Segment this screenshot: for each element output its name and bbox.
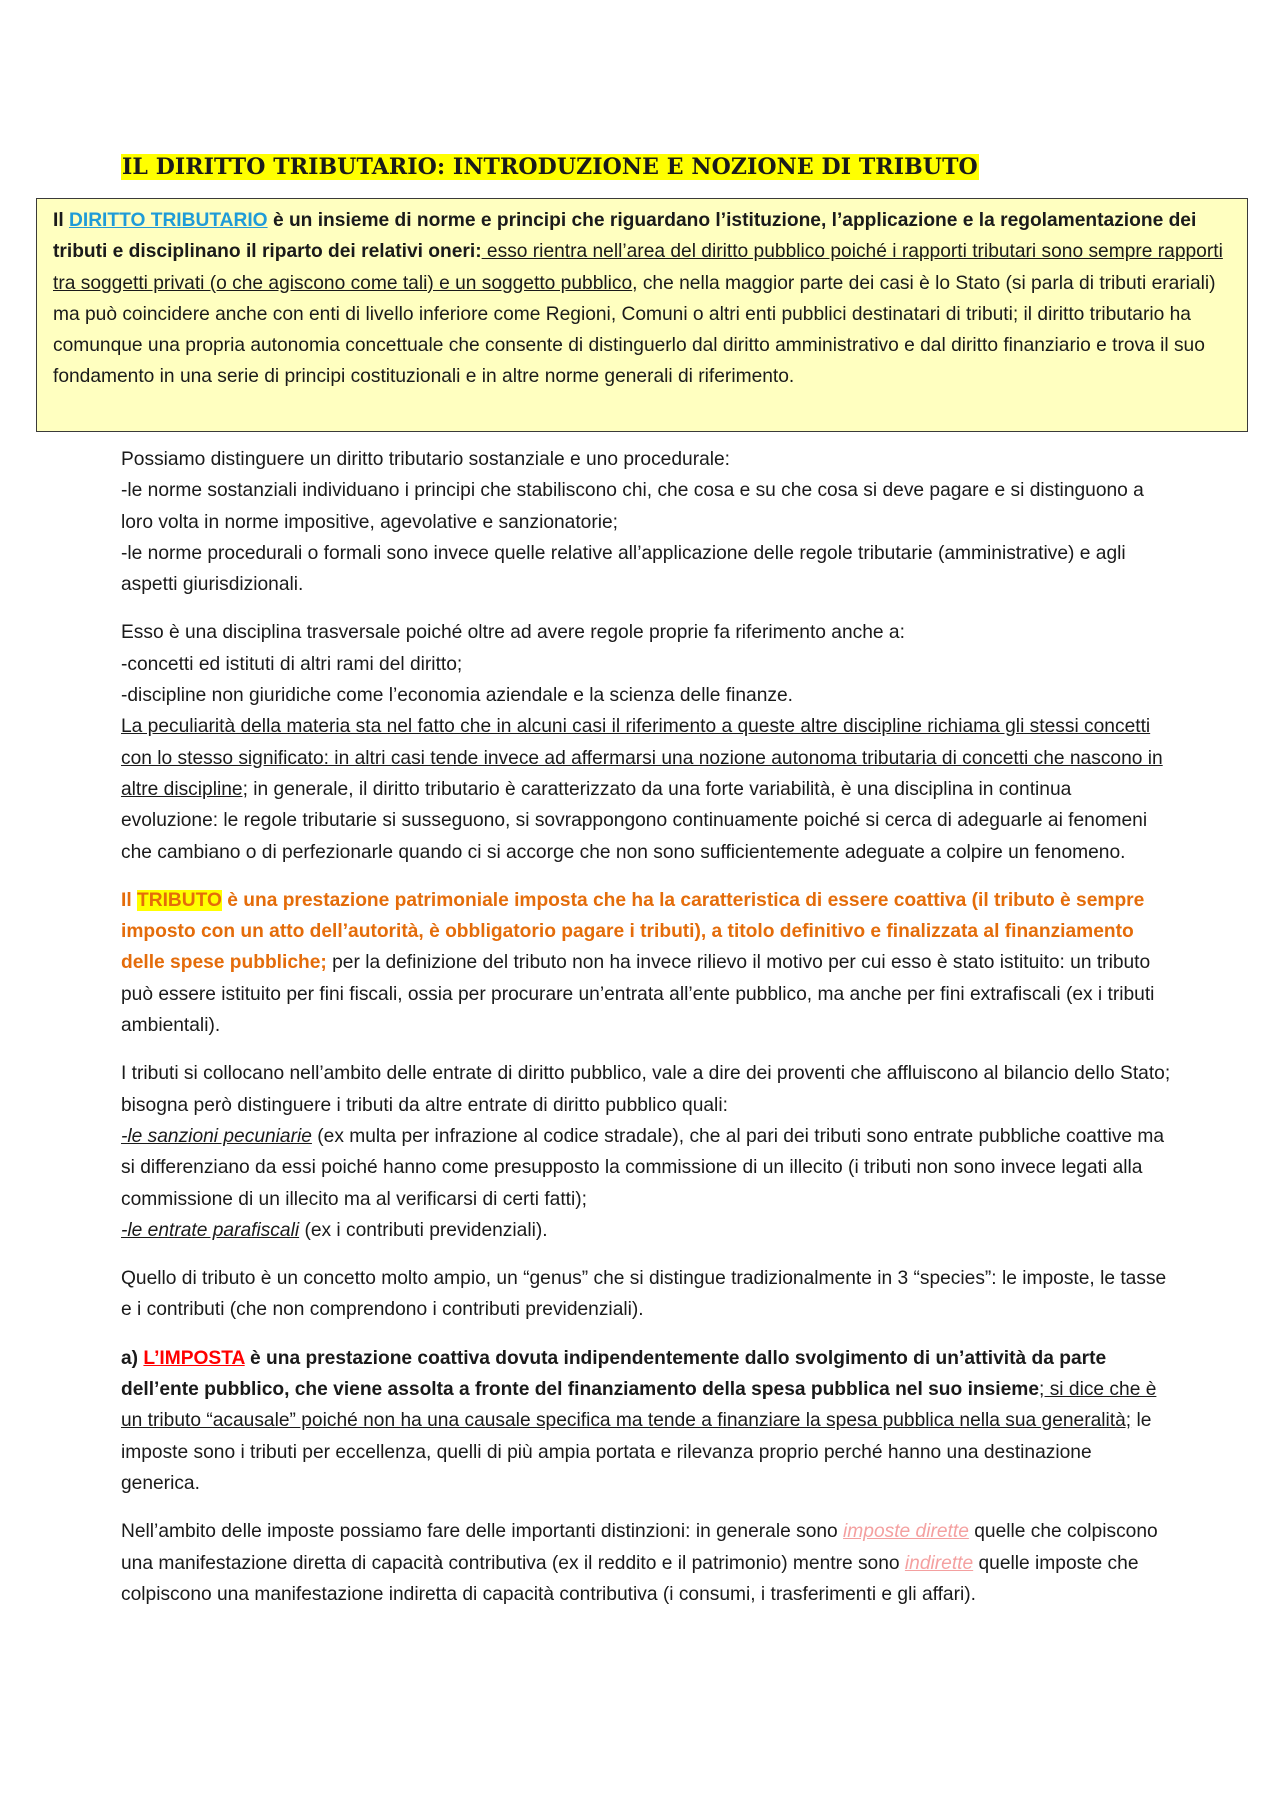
entrate-parafiscali-label: -le entrate parafiscali [121, 1219, 300, 1241]
definition-underlined-text: esso rientra nell’area del diritto pubblico poiché i rapporti tributari sono sempre rapporti tra soggetti privati (o che agiscono come tali) e un soggetto pubblico [53, 241, 1223, 294]
underlined-text: La peculiarità della materia sta nel fatto che in alcuni casi il riferimento a queste altre discipline richiama gli stessi concetti con lo stesso significato: in altri casi tende invece ad affermarsi una nozione autonoma tributaria di concetti che nascono in altre discipline; [121, 716, 1163, 800]
sanzioni-pecuniarie-label: -le sanzioni pecuniarie [121, 1125, 312, 1147]
paragraph-tributo [121, 885, 1173, 1041]
tributo-term: TRIBUTO [137, 889, 222, 911]
paragraph-line: -le norme sostanziali individuano i principi che stabiliscono chi, che cosa e su che cosa si deve pagare e si distinguono a loro volta in norme impositive, agevolative e sanzionatorie; [121, 480, 1144, 533]
imposte-dirette-term: imposte dirette [843, 1521, 969, 1543]
paragraph-imposta [121, 1343, 1173, 1499]
definition-prefix: Il [53, 210, 69, 231]
paragraph-line: -le norme procedurali o formali sono invece quelle relative all’applicazione delle regole tributarie (amministrative) e agli aspetti giurisdizionali. [121, 542, 1126, 596]
paragraph-line: Possiamo distinguere un diritto tributario sostanziale e uno procedurale: [121, 449, 731, 470]
paragraph-text: per la definizione del tributo non ha invece rilievo il motivo per cui esso è stato istituito: un tributo può essere istituito per fini fiscali, ossia per procurare un’entrata all’ente pubblico, ma anche per fini extrafiscali (ex i tributi ambientali). [121, 952, 1155, 1037]
diritto-tributario-term: DIRITTO TRIBUTARIO [69, 210, 268, 231]
paragraph-line: -concetti ed istituti di altri rami del diritto; [121, 653, 463, 675]
imposta-term: L’IMPOSTA [143, 1347, 245, 1369]
paragraph-text: in generale, il diritto tributario è caratterizzato da una forte variabilità, è una disciplina in continua evoluzione: le regole tributarie si susseguono, si sovrappongono continuamente poiché si cerca di adeguarle ai fenomeni che cambiano o di perfezionarle quando ci si accorge che non sono sufficientemente adeguate a colpire un fenomeno. [121, 778, 1148, 863]
indirette-term: indirette [904, 1552, 974, 1574]
page-title-text: IL DIRITTO TRIBUTARIO: INTRODUZIONE E NOZIONE DI TRIBUTO [122, 154, 978, 180]
paragraph-entrate [121, 1058, 1173, 1246]
paragraph-text: quelle imposte che colpiscono una manifestazione indiretta di capacità contributiva (i consumi, i trasferimenti e gli affari). [121, 1552, 1139, 1605]
paragraph-text: (ex multa per infrazione al codice stradale), che al pari dei tributi sono entrate pubbliche coattive ma si differenziano da essi poiché hanno come presupposto la commissione di un illecito (i tributi non sono invece legati alla commissione di un illecito ma al verificarsi di certi fatti); [121, 1125, 1165, 1210]
paragraph-line: -discipline non giuridiche come l’economia aziendale e la scienza delle finanze. [121, 685, 793, 707]
paragraph-text: I tributi si collocano nell’ambito delle entrate di diritto pubblico, vale a dire dei proventi che affluiscono al bilancio dello Stato; bisogna però distinguere i tributi da altre entrate di diritto pubblico quali: [121, 1063, 1171, 1116]
tributo-prefix: Il [121, 889, 137, 911]
paragraph-genus: Quello di tributo è un concetto molto ampio, un “genus” che si distingue tradizionalmente in 3 “species”: le imposte, le tasse e i contributi (che non comprendono i contributi previdenziali). [121, 1268, 1167, 1321]
definition-bold-text: è un insieme di norme e principi che riguardano l’istituzione, l’applicazione e la regolamentazione dei tributi e disciplinano il riparto dei relativi oneri: [53, 210, 1197, 263]
paragraph-disciplina-trasversale [121, 617, 1173, 867]
underlined-text: ; si dice che è un tributo “acausale” poiché non ha una causale specifica ma tende a finanziare la spesa pubblica nella sua generalità; [121, 1379, 1157, 1432]
paragraph-text: le imposte sono i tributi per eccellenza, quelli di più ampia portata e rilevanza proprio perché hanno una destinazione generica. [121, 1410, 1152, 1494]
definition-box [36, 198, 1248, 432]
page-title [121, 152, 979, 182]
document-body [121, 444, 1173, 1627]
imposta-prefix: a) [121, 1347, 144, 1369]
paragraph-text: Nell’ambito delle imposte possiamo fare delle importanti distinzioni: in generale sono [121, 1521, 844, 1543]
tributo-definition: è una prestazione patrimoniale imposta che ha la caratteristica di essere coattiva (il tributo è sempre imposto con un atto dell’autorità, è obbligatorio pagare i tributi), a titolo definitivo e finalizzata al finanziamento delle spese pubbliche; [121, 889, 1145, 974]
paragraph-distinzioni [121, 1516, 1173, 1610]
paragraph-sostanziale-procedurale [121, 444, 1173, 600]
imposta-definition: è una prestazione coattiva dovuta indipendentemente dallo svolgimento di un’attività da parte dell’ente pubblico, che viene assolta a fronte del finanziamento della spesa pubblica nel suo insieme [121, 1347, 1107, 1401]
paragraph-line: Esso è una disciplina trasversale poiché oltre ad avere regole proprie fa riferimento anche a: [121, 622, 905, 644]
paragraph-text: (ex i contributi previdenziali). [299, 1219, 548, 1241]
paragraph-text: quelle che colpiscono una manifestazione diretta di capacità contributiva (ex il reddito e il patrimonio) mentre sono [121, 1521, 1158, 1574]
definition-rest-text: , che nella maggior parte dei casi è lo Stato (si parla di tributi erariali) ma può coincidere anche con enti di livello inferiore come Regioni, Comuni o altri enti pubblici destinatari di tributi; il diritto tributario ha comunque una propria autonomia concettuale che consente di distinguerlo dal diritto amministrativo e dal diritto finanziario e trova il suo fondamento in una serie di principi costituzionali e in altre norme generali di riferimento. [53, 272, 1216, 388]
